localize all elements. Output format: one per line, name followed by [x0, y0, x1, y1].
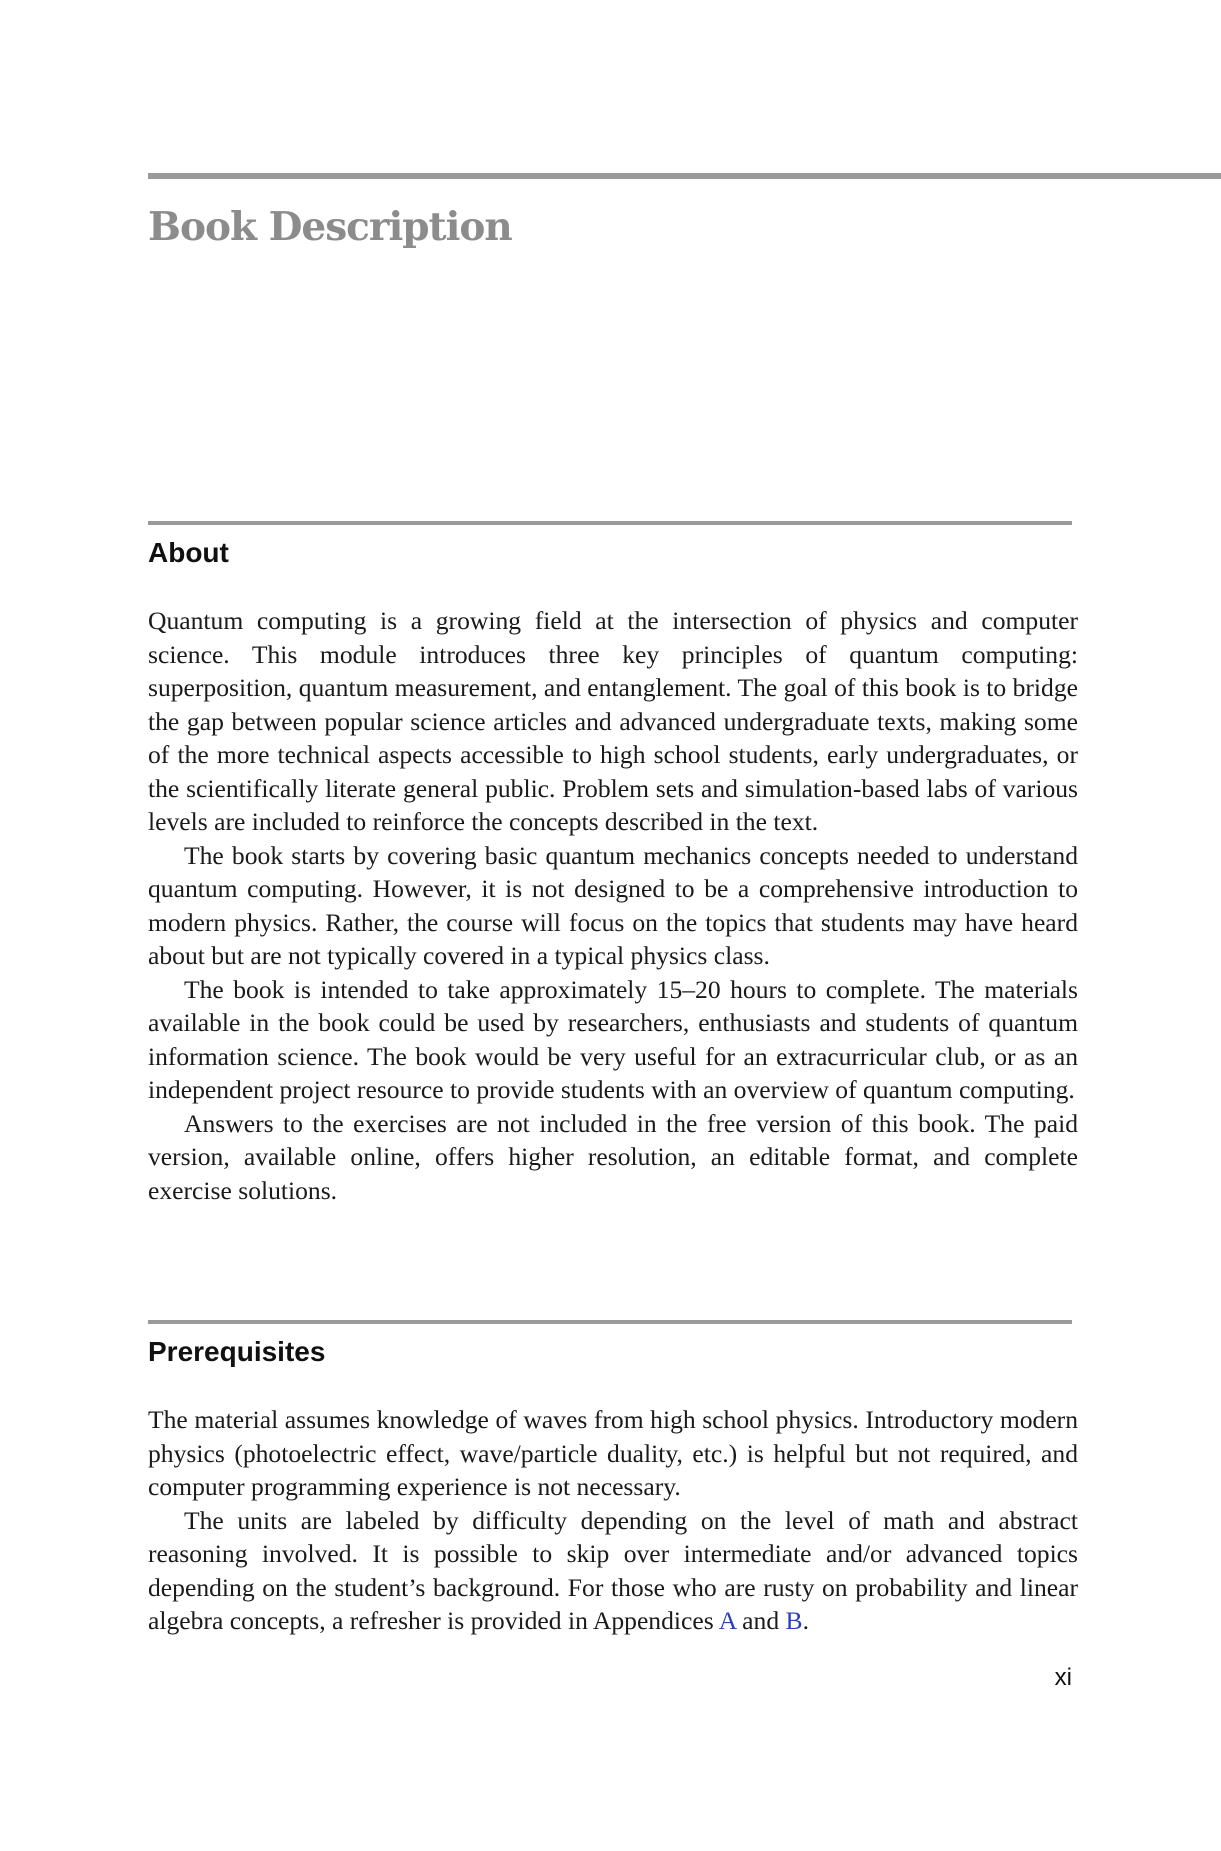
about-paragraph-1: Quantum computing is a growing field at the intersection of physics and computer science. This module introduces three key principles of quantum computing: superposition, quantum measurement, and entanglement. The goal of this book is to bridge the gap between popular science articles and advanced undergraduate texts, making some of the more technical aspects accessible to high school students, early undergraduates, or the scientifically literate general public. Problem sets and simulation-based labs of various levels are included to reinforce the concepts described in the text.	[148, 606, 1078, 836]
about-body	[148, 604, 1078, 1207]
appendix-a-link[interactable]: A	[718, 1606, 736, 1635]
prerequisites-paragraph-1: The material assumes knowledge of waves from high school physics. Introductory modern physics (photoelectric effect, wave/particle duality, etc.) is helpful but not required, and computer programming experience is not necessary.	[148, 1405, 1078, 1501]
about-heading: About	[148, 537, 229, 568]
chapter-top-rule	[148, 173, 1221, 179]
about-paragraph-2: The book starts by covering basic quantum mechanics concepts needed to understand quantum computing. However, it is not designed to be a comprehensive introduction to modern physics. Rather, the course will focus on the topics that students may have heard about but are not typically covered in a typical physics class.	[148, 840, 1078, 970]
page-number: xi	[1054, 1664, 1072, 1691]
prerequisites-heading: Prerequisites	[148, 1336, 326, 1367]
prerequisites-end-punctuation: .	[802, 1606, 810, 1635]
prerequisites-conjunction: and	[735, 1606, 786, 1635]
appendix-b-link[interactable]: B	[785, 1606, 803, 1635]
about-paragraph-4: Answers to the exercises are not included in the free version of this book. The paid version, available online, offers higher resolution, an editable format, and complete exercise solutions.	[148, 1108, 1078, 1205]
about-section-rule	[148, 521, 1072, 525]
prerequisites-paragraph-2-text: The units are labeled by difficulty depending on the level of math and abstract reasoning involved. It is possible to skip over intermediate and/or advanced topics depending on the student’s background. For those who are rusty on probability and linear algebra concepts, a refresher is provided in Appendices	[148, 1505, 1078, 1635]
prerequisites-section-rule	[148, 1320, 1072, 1324]
chapter-title: Book Description	[148, 204, 512, 250]
about-paragraph-3: The book is intended to take approximately 15–20 hours to complete. The materials available in the book could be used by researchers, enthusiasts and students of quantum information science. The book would be very useful for an extracurricular club, or as an independent project resource to provide students with an overview of quantum computing.	[148, 974, 1078, 1104]
prerequisites-paragraph-2	[148, 1504, 1078, 1638]
prerequisites-body	[148, 1403, 1078, 1638]
